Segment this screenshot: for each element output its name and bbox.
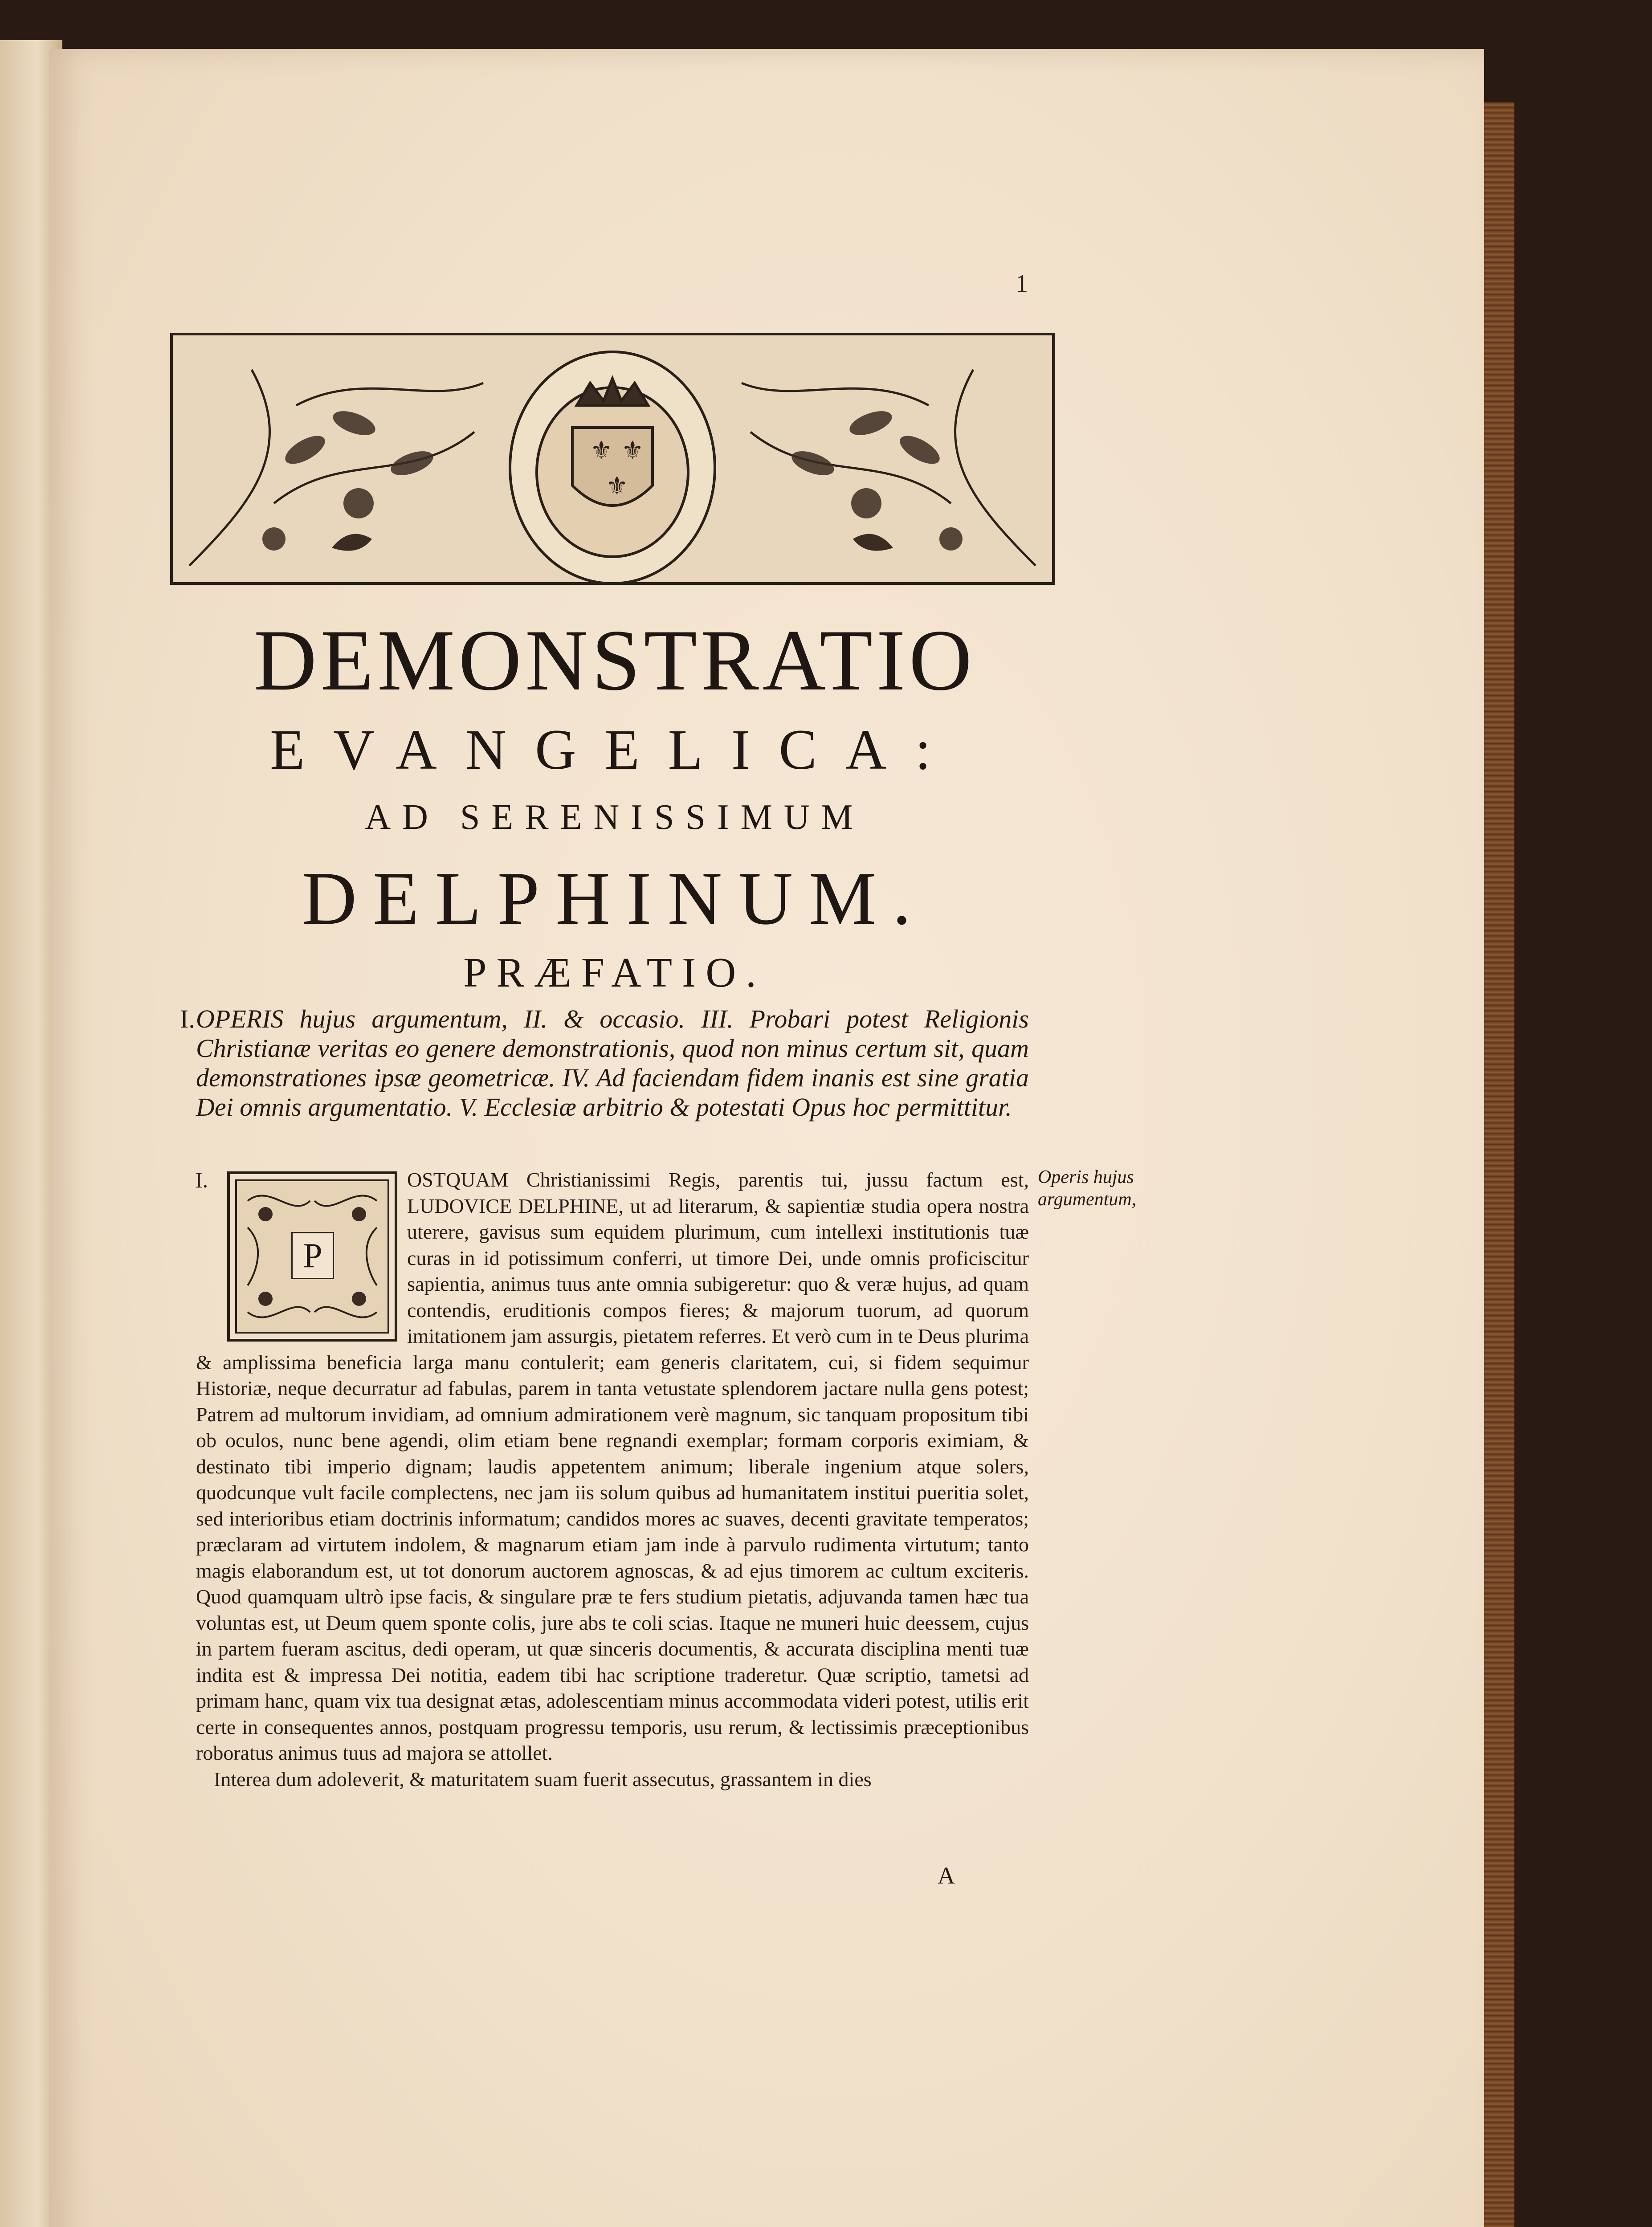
summary-number: I. — [180, 1004, 195, 1033]
title-line-1: DEMONSTRATIO — [253, 612, 976, 709]
title-line-4: DELPHINUM. — [302, 857, 927, 940]
marginal-note: Operis hujus argumentum, — [1038, 1167, 1137, 1210]
page-number: 1 — [1016, 270, 1028, 298]
body-text — [196, 1167, 1029, 1792]
title-line-5: PRÆFATIO. — [463, 950, 766, 996]
summary-text: OPERIS hujus argumentum, II. & occasio. III. Probari potest Religionis Christianæ veritas eo genere demonstrationis, quod non minus certum sit, quam demonstrationes ipsæ geometricæ. IV. Ad faciendam fidem inanis est sine gratia Dei omnis argumentatio. V. Ecclesiæ arbitrio & potestati Opus hoc permittitur. — [196, 1004, 1029, 1122]
paragraph-1: OSTQUAM Christianissimi Regis, parentis tui, jussu factum est, LUDOVICE DELPHINE, ut ad literarum, & sapientiæ studia opera nostra uterere, gavisus sum equidem plurimum, cum intellexi institutionis tuæ curas in id potissimum conferri, ut timore Dei, unde omnis proficiscitur sapientia, animus tuus ante omnia subigeretur: quo & veræ hujus, ad quam contendis, eruditionis compos fieres; & majorum tuorum, ad quorum imitationem jam assurgis, pietatem referres. Et verò cum in te Deus plurima & amplissima beneficia larga manu contulerit; eam generis claritatem, cui, si fidem sequimur Historiæ, neque decurratur ad fabulas, parem in tanta vetustate splendorem jactare nulla gens potest; Patrem ad multorum invidiam, ad omnium admirationem verè magnum, sic tanquam propositum tibi ob oculos, nunc bene agendi, olim etiam bene regnandi exemplar; formam corporis eximiam, & destinato tibi imperio dignam; laudis appetentem animum; liberale ingenium atque solers, quodcunque vult facile complectens, nec jam iis solum quibus ad humanitatem institui pueritia solet, sed interioribus etiam doctrinis informatum; candidos mores ac suaves, decenti gravitate temperatos; præclaram ad virtutem indolem, & magnarum etiam jam inde à parvulo rudimenta virtutum; tanto magis elaborandum est, ut tot donorum auctorem agnoscas, & ad ejus timorem ac cultum exciteris. Quod quamquam ultrò ipse facis, & singulare præ te fers studium pietatis, adjuvanda tamen hæc tua voluntas est, ut Deum quem sponte colis, jure abs te coli scias. Itaque ne muneri huic deessem, cujus in partem fueram ascitus, dedi operam, ut quæ sinceris documentis, & accurata disciplina menti tuæ indita est & impressa Dei notitia, eadem tibi hac scriptione traderetur. Quæ scriptio, tametsi ad primam hanc, quam vix tua designat ætas, adolescentiam minus accommodata videri potest, utilis erit certe in consequentes annos, postquam progressu temporis, usu rerum, & lectissimis præceptionibus roboratus animus tuus ad majora se attollet. — [196, 1168, 1029, 1764]
title-line-3: AD SERENISSIMUM — [365, 798, 865, 837]
ornamental-headpiece — [163, 316, 1062, 592]
book-edge — [1479, 102, 1514, 2227]
signature-mark: A — [938, 1862, 955, 1889]
paragraph-2: Interea dum adoleverit, & maturitatem suam fuerit assecutus, grassantem in dies — [214, 1767, 872, 1791]
decorated-initial — [227, 1171, 397, 1342]
title-line-2: EVANGELICA: — [270, 718, 959, 781]
svg-text:⚜: ⚜ — [606, 472, 628, 501]
section-number: I. — [195, 1167, 208, 1192]
drop-cap-letter: P — [291, 1232, 334, 1279]
chapter-summary — [180, 1004, 1029, 1122]
svg-text:⚜: ⚜ — [621, 436, 644, 465]
svg-text:⚜: ⚜ — [590, 436, 613, 465]
